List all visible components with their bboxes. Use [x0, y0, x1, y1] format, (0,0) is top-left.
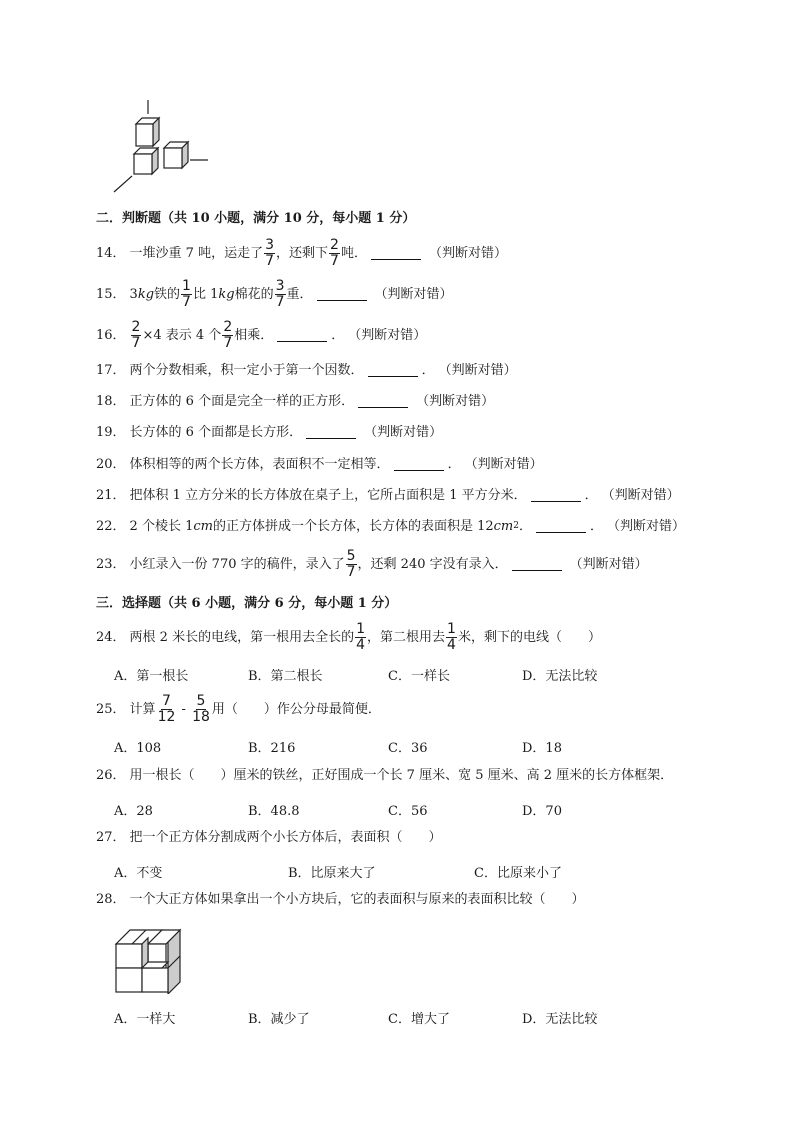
- fraction: $\frac{5}{7}$: [346, 548, 356, 580]
- question-number: 24．: [96, 629, 126, 645]
- option-b[interactable]: B．减少了: [248, 1012, 310, 1027]
- judge-note: （判断对错）: [438, 363, 517, 378]
- period: ．: [447, 457, 461, 472]
- question-16: [96, 320, 426, 350]
- option-d[interactable]: D．18: [522, 741, 562, 756]
- option-d[interactable]: D．无法比较: [522, 1012, 598, 1027]
- unit: kg: [218, 286, 235, 302]
- fraction: $\frac{2}{7}$: [223, 319, 233, 351]
- question-text: 米，剩下的电线（ ）: [457, 629, 601, 645]
- answer-blank[interactable]: [306, 426, 356, 439]
- option-d[interactable]: D．无法比较: [522, 669, 598, 684]
- question-text: ，第二根用去: [367, 629, 446, 645]
- question-text: 把一个正方体分割成两个小长方体后，表面积（ ）: [129, 830, 442, 845]
- question-14: [96, 238, 507, 268]
- answer-blank[interactable]: [394, 458, 444, 471]
- judge-note: （判断对错）: [464, 457, 543, 472]
- option-c[interactable]: C．比原来小了: [474, 866, 562, 881]
- question-text: ×4 表示 4 个: [142, 327, 222, 343]
- fraction: $\frac{7}{12}$: [157, 693, 176, 725]
- answer-blank[interactable]: [371, 247, 421, 260]
- period: ．: [331, 327, 345, 343]
- question-number: 23．: [96, 556, 126, 572]
- question-number: 21．: [96, 488, 126, 503]
- question-text: 两个分数相乘，积一定小于第一个因数．: [129, 363, 364, 378]
- section-title-judgement: 二．判断题（共 10 小题，满分 10 分，每小题 1 分）: [96, 211, 416, 226]
- judge-note: （判断对错）: [607, 519, 686, 534]
- unit: cm: [193, 519, 213, 534]
- option-a[interactable]: A．108: [114, 741, 162, 756]
- question-text: 用一根长（ ）厘米的铁丝，正好围成一个长 7 厘米、宽 5 厘米、高 2 厘米的长方体框架．: [129, 768, 674, 783]
- answer-blank[interactable]: [512, 558, 562, 571]
- question-text: 两根 2 米长的电线，第一根用去全长的: [129, 629, 355, 645]
- question-number: 26．: [96, 768, 126, 783]
- question-17: [96, 364, 517, 377]
- question-21: [96, 489, 680, 502]
- fraction: $\frac{1}{4}$: [447, 621, 456, 653]
- question-text: 铁的: [154, 286, 181, 302]
- question-15: [96, 279, 453, 309]
- stacked-cubes-figure: [112, 98, 212, 194]
- judge-note: （判断对错）: [428, 245, 507, 261]
- question-number: 14．: [96, 245, 126, 261]
- question-text: 相乘．: [234, 327, 274, 343]
- question-number: 22．: [96, 519, 126, 534]
- superscript: 2: [513, 521, 519, 531]
- question-27: [96, 831, 442, 844]
- minus-sign: -: [177, 701, 191, 717]
- period: ．: [584, 488, 598, 503]
- answer-blank[interactable]: [368, 364, 418, 377]
- question-text: 一堆沙重 7 吨，运走了: [129, 245, 264, 261]
- question-text: ．: [519, 519, 533, 534]
- question-text: 3: [129, 286, 138, 302]
- option-a[interactable]: A．不变: [114, 866, 163, 881]
- question-number: 17．: [96, 363, 126, 378]
- question-number: 20．: [96, 457, 126, 472]
- cube-with-block-removed-figure: [112, 922, 192, 994]
- question-text: 2 个棱长 1: [129, 519, 194, 534]
- option-b[interactable]: B．216: [248, 741, 296, 756]
- question-23: [96, 549, 648, 579]
- question-text: ，还剩 240 字没有录入．: [357, 556, 508, 572]
- question-number: 25．: [96, 701, 126, 717]
- question-22: [96, 520, 685, 533]
- fraction: $\frac{3}{7}$: [265, 237, 275, 269]
- fraction: $\frac{2}{7}$: [330, 237, 339, 269]
- question-26: [96, 769, 673, 782]
- question-text: 比 1: [192, 286, 219, 302]
- question-text: 重．: [286, 286, 313, 302]
- question-text: 用（ ）作公分母最简便．: [211, 701, 381, 717]
- fraction: $\frac{5}{18}$: [192, 693, 210, 725]
- question-text: 小红录入一份 770 字的稿件，录入了: [129, 556, 345, 572]
- judge-note: （判断对错）: [374, 286, 453, 302]
- question-number: 27．: [96, 830, 126, 845]
- question-28: [96, 893, 585, 906]
- option-b[interactable]: B．第二根长: [248, 669, 323, 684]
- question-text: 吨．: [340, 245, 367, 261]
- question-text: ，还剩下: [276, 245, 329, 261]
- fraction: $\frac{1}{7}$: [182, 278, 191, 310]
- question-text: 棉花的: [234, 286, 274, 302]
- option-c[interactable]: C．36: [388, 741, 428, 756]
- question-19: [96, 426, 442, 439]
- option-c[interactable]: C．增大了: [388, 1012, 450, 1027]
- question-18: [96, 395, 494, 408]
- question-text: 长方体的 6 个面都是长方形．: [129, 425, 303, 440]
- fraction: $\frac{1}{4}$: [356, 621, 366, 653]
- question-number: 16．: [96, 327, 126, 343]
- fraction: $\frac{3}{7}$: [275, 278, 285, 310]
- option-a[interactable]: A．28: [114, 804, 153, 819]
- question-25: [96, 694, 381, 724]
- option-a[interactable]: A．一样大: [114, 1012, 176, 1027]
- option-b[interactable]: B．比原来大了: [288, 866, 376, 881]
- question-text: 一个大正方体如果拿出一个小方块后，它的表面积与原来的表面积比较（ ）: [129, 892, 585, 907]
- question-number: 19．: [96, 425, 126, 440]
- judge-note: （判断对错）: [601, 488, 680, 503]
- judge-note: （判断对错）: [348, 327, 427, 343]
- answer-blank[interactable]: [277, 329, 327, 342]
- fraction: $\frac{2}{7}$: [131, 319, 141, 351]
- option-a[interactable]: A．第一根长: [114, 669, 189, 684]
- question-text: 的正方体拼成一个长方体，长方体的表面积是 12: [212, 519, 494, 534]
- section-title-choice: 三．选择题（共 6 小题，满分 6 分，每小题 1 分）: [96, 596, 398, 611]
- option-b[interactable]: B．48.8: [248, 804, 300, 819]
- judge-note: （判断对错）: [416, 394, 495, 409]
- period: ．: [421, 363, 435, 378]
- question-text: 计算: [129, 701, 156, 717]
- question-number: 15．: [96, 286, 126, 302]
- question-text: 把体积 1 立方分米的长方体放在桌子上，它所占面积是 1 平方分米．: [129, 488, 527, 503]
- option-d[interactable]: D．70: [522, 804, 562, 819]
- answer-blank[interactable]: [536, 520, 586, 533]
- option-c[interactable]: C．56: [388, 804, 428, 819]
- option-c[interactable]: C．一样长: [388, 669, 450, 684]
- judge-note: （判断对错）: [569, 556, 648, 572]
- question-text: 体积相等的两个长方体，表面积不一定相等．: [129, 457, 390, 472]
- question-text: 正方体的 6 个面是完全一样的正方形．: [129, 394, 355, 409]
- question-20: [96, 458, 543, 471]
- answer-blank[interactable]: [317, 288, 367, 301]
- answer-blank[interactable]: [358, 395, 408, 408]
- question-number: 18．: [96, 394, 126, 409]
- judge-note: （判断对错）: [364, 425, 443, 440]
- answer-blank[interactable]: [531, 489, 581, 502]
- question-number: 28．: [96, 892, 126, 907]
- period: ．: [590, 519, 604, 534]
- question-24: [96, 622, 601, 652]
- unit: cm: [493, 519, 514, 534]
- unit: kg: [137, 286, 155, 302]
